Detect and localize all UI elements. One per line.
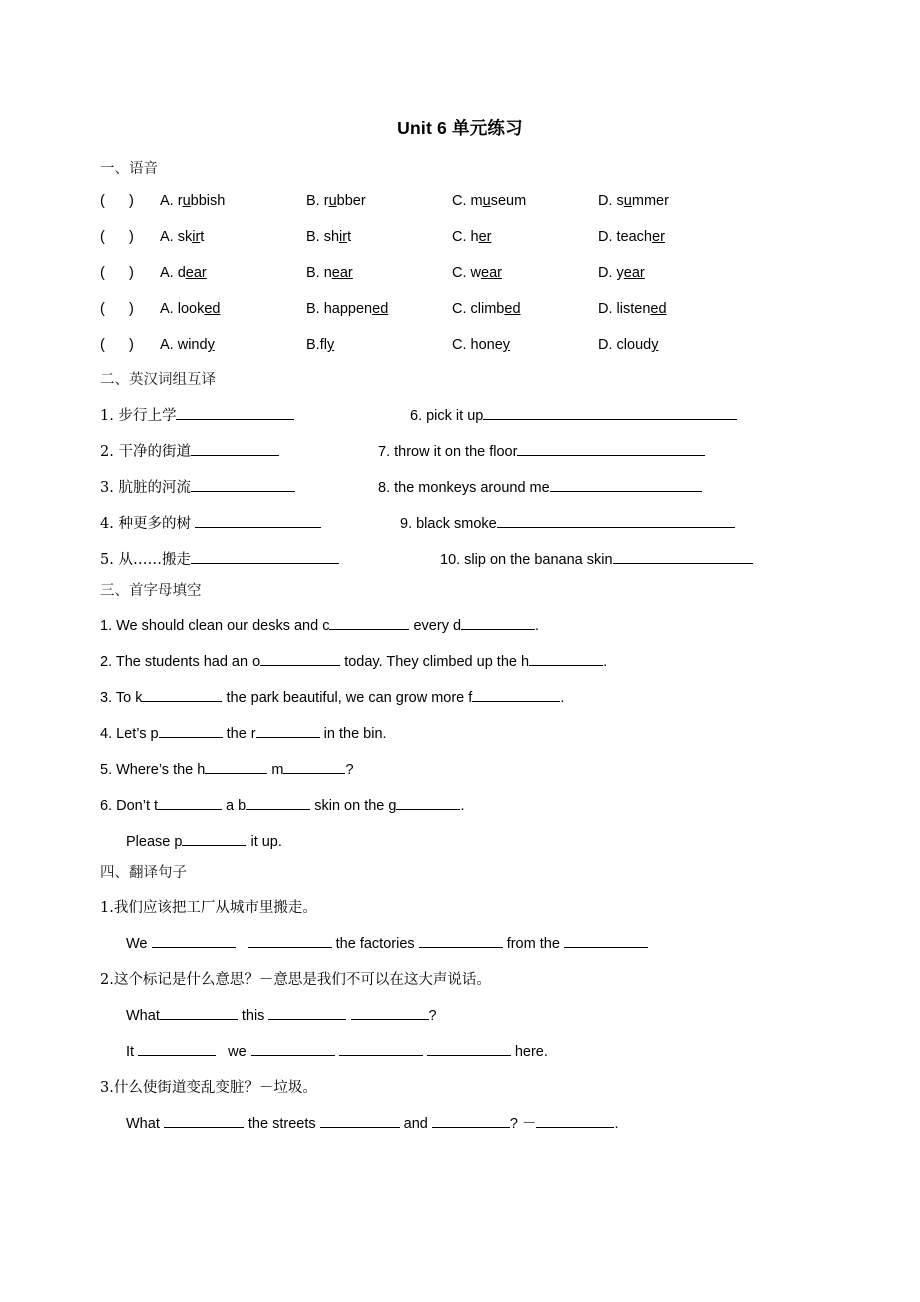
phonetics-question-row [100,337,820,373]
answer-bracket[interactable]: ( ) [100,193,134,209]
underlined-letters: ear [185,265,207,281]
word-translation-item[interactable] [378,476,702,496]
static-text: A. look [160,301,205,317]
sentence-prompt-chinese: 3.什么使街道变乱变脏？－垃圾。 [100,1079,317,1096]
answer-blank[interactable] [191,476,295,492]
answer-blank[interactable] [164,1112,244,1128]
underlined-letters: ed [504,301,521,317]
static-text: this [237,1007,269,1024]
phonetics-option[interactable] [452,193,598,209]
answer-blank[interactable] [564,932,648,948]
phonetics-row-list [100,193,820,373]
answer-blank[interactable] [396,794,460,810]
static-text: . [460,798,465,814]
phonetics-question-row [100,301,820,337]
answer-blank[interactable] [260,650,340,666]
page-title: Unit 6 单元练习 [397,118,523,138]
phonetics-option[interactable] [160,337,306,353]
sentence-translation-group-list [100,896,820,1148]
static-text: C. h [452,229,479,245]
phonetics-option[interactable] [598,337,744,353]
underlined-letters: ear [481,265,502,281]
static-text: from the [502,935,564,952]
static-text: every d [409,618,462,634]
phonetics-option[interactable] [306,337,452,353]
phonetics-option[interactable] [306,193,452,209]
underlined-letters: ed [204,301,221,317]
word-prompt: 7. throw it on the floor [378,443,518,460]
answer-blank[interactable] [432,1112,510,1128]
phonetics-option[interactable] [452,301,598,317]
phonetics-option[interactable] [598,265,744,281]
static-text: the factories [331,935,419,952]
answer-blank[interactable] [550,476,702,492]
answer-blank[interactable] [497,512,735,528]
static-text: seum [490,193,527,209]
answer-blank[interactable] [246,794,310,810]
phonetics-option[interactable] [452,265,598,281]
first-letter-question[interactable] [100,614,820,650]
section-first-letter [100,584,820,867]
static-text: skin on the g [310,798,397,814]
static-text: . [560,690,565,706]
underlined-letters: ear [331,265,353,281]
word-prompt: 5. 从……搬走 [100,551,191,568]
section-word-translation [100,373,820,584]
static-text: mmer [631,193,669,209]
word-translation-row-list [100,404,820,584]
word-translation-row [100,548,820,584]
static-text: B. happen [306,301,373,317]
answer-blank[interactable] [158,794,222,810]
phonetics-question-row [100,265,820,301]
phonetics-option[interactable] [598,193,744,209]
static-text: bber [336,193,366,209]
word-translation-item[interactable] [440,548,753,568]
static-text: bbish [190,193,226,209]
word-prompt: 2. 干净的街道 [100,443,191,460]
static-text: We [126,935,152,952]
answer-blank[interactable] [483,404,737,420]
word-translation-row [100,512,820,548]
answer-bracket[interactable]: ( ) [100,229,134,245]
static-text [236,936,248,952]
section-sentence-translation [100,866,820,1148]
static-text: it up. [246,834,282,850]
phonetics-question-row [100,193,820,229]
answer-blank[interactable] [419,932,503,948]
static-text: here. [510,1043,548,1060]
underlined-letters: y [502,337,511,353]
answer-bracket[interactable]: ( ) [100,301,134,317]
phonetics-option[interactable] [452,229,598,245]
phonetics-option[interactable] [306,301,452,317]
section-heading-first-letter: 三、首字母填空 [100,582,202,599]
static-text: D. s [598,193,624,209]
word-translation-item[interactable] [100,476,295,497]
static-text: 1. We should clean our desks and c [100,618,330,634]
underlined-letters: y [207,337,215,353]
answer-blank[interactable] [536,1112,614,1128]
static-text: t [200,229,205,245]
word-translation-row [100,476,820,512]
static-text: today. They climbed up the h [340,654,530,670]
phonetics-option[interactable] [160,193,306,209]
underlined-letters: u [182,193,191,209]
word-translation-item[interactable] [400,512,735,532]
underlined-letters: u [328,193,337,209]
answer-bracket[interactable]: ( ) [100,265,134,281]
static-text: A. wind [160,337,208,353]
underlined-letters: y [651,337,659,353]
answer-blank[interactable] [176,404,294,420]
word-translation-item[interactable] [100,440,279,461]
word-prompt: 1. 步行上学 [100,407,177,424]
answer-blank[interactable] [461,614,535,630]
answer-blank[interactable] [191,440,279,456]
static-text: B. n [306,265,332,281]
first-letter-question[interactable] [100,794,820,830]
answer-blank[interactable] [268,1004,346,1020]
static-text: D. y [598,265,624,281]
static-text: B. r [306,193,329,209]
static-text: D. teach [598,229,652,245]
answer-blank[interactable] [248,932,332,948]
phonetics-option[interactable] [160,301,306,317]
static-text: ? [345,762,354,778]
answer-blank[interactable] [329,614,409,630]
sentence-answer-line[interactable] [100,1004,820,1040]
phonetics-option[interactable] [452,337,598,353]
answer-blank[interactable] [251,1040,335,1056]
underlined-letters: u [623,193,632,209]
answer-blank[interactable] [160,1004,238,1020]
static-text: C. hone [452,337,503,353]
section-heading-sentence-translation: 四、翻译句子 [100,865,187,881]
phonetics-question-row [100,229,820,265]
answer-blank[interactable] [152,932,236,948]
answer-blank[interactable] [191,548,339,564]
word-prompt: 3. 肮脏的河流 [100,479,191,496]
static-text: C. w [452,265,481,281]
underlined-letters: u [482,193,491,209]
word-translation-item[interactable] [100,404,294,425]
answer-blank[interactable] [427,1040,511,1056]
answer-blank[interactable] [517,440,705,456]
static-text: A. r [160,193,183,209]
static-text: in the bin. [319,726,387,742]
section-phonetics [100,162,820,374]
sentence-prompt-chinese: 2.这个标记是什么意思？－意思是我们不可以在这大声说话。 [100,971,491,988]
static-text: D. listen [598,301,651,317]
sentence-answer-line[interactable] [100,1112,820,1148]
phonetics-option[interactable] [598,301,744,317]
static-text: A. sk [160,229,193,245]
word-prompt: 10. slip on the banana skin [440,551,613,568]
first-letter-question[interactable] [100,650,820,686]
underlined-letters: ed [650,301,667,317]
underlined-letters: er [478,229,492,245]
answer-blank[interactable] [195,512,321,528]
underlined-letters: ir [192,229,201,245]
static-text: D. cloud [598,337,652,353]
word-prompt: 9. black smoke [400,515,497,532]
static-text: we [216,1043,251,1060]
section-heading-phonetics: 一、语音 [100,160,158,177]
answer-bracket[interactable]: ( ) [100,337,134,353]
answer-blank[interactable] [529,650,603,666]
sentence-prompt-chinese: 1.我们应该把工厂从城市里搬走。 [100,899,317,916]
word-translation-item[interactable] [378,440,705,460]
underlined-letters: ear [623,265,645,281]
answer-blank[interactable] [351,1004,429,1020]
static-text: . [603,654,608,670]
static-text: and [399,1115,432,1132]
underlined-letters: y [326,337,335,353]
static-text: m [267,762,284,778]
static-text: It [126,1043,139,1060]
static-text: . [535,618,540,634]
phonetics-option[interactable] [598,229,744,245]
static-text: 5. Where’s the h [100,762,206,778]
answer-blank[interactable] [256,722,320,738]
static-text: What [126,1115,164,1132]
underlined-letters: ir [339,229,348,245]
sentence-answer-line[interactable] [100,1040,820,1076]
answer-blank[interactable] [205,758,267,774]
word-translation-row [100,440,820,476]
static-text: C. climb [452,301,505,317]
answer-blank[interactable] [613,548,753,564]
answer-blank[interactable] [472,686,560,702]
static-text: a b [222,798,247,814]
static-text: B.fl [306,337,327,353]
static-text: ? － [509,1115,537,1132]
first-letter-question[interactable] [100,686,820,722]
sentence-answer-line[interactable] [100,932,820,968]
answer-blank[interactable] [320,1112,400,1128]
first-letter-question[interactable] [100,830,820,866]
underlined-letters: er [652,229,665,245]
static-text: 6. Don’t t [100,798,159,814]
static-text: B. sh [306,229,340,245]
static-text: ? [428,1007,437,1024]
section-heading-word-translation: 二、英汉词组互译 [100,372,216,388]
phonetics-option[interactable] [160,229,306,245]
answer-blank[interactable] [159,722,223,738]
static-text: What [126,1007,160,1024]
static-text: A. d [160,265,186,281]
answer-blank[interactable] [339,1040,423,1056]
static-text: the streets [243,1115,320,1132]
first-letter-question[interactable] [100,758,820,794]
phonetics-option[interactable] [160,265,306,281]
static-text: 2. The students had an o [100,654,261,670]
answer-blank[interactable] [138,1040,216,1056]
answer-blank[interactable] [283,758,345,774]
phonetics-option[interactable] [306,265,452,281]
word-prompt: 6. pick it up [410,407,484,424]
word-prompt: 4. 种更多的树 [100,515,191,532]
word-translation-item[interactable] [410,404,737,424]
word-prompt: 8. the monkeys around me [378,479,550,496]
word-translation-item[interactable] [100,548,339,569]
word-translation-item[interactable] [100,512,321,533]
first-letter-question[interactable] [100,722,820,758]
static-text: 4. Let’s p [100,726,159,742]
answer-blank[interactable] [182,830,246,846]
static-text: t [347,229,352,245]
static-text: Please p [126,834,183,850]
static-text: 3. To k [100,690,143,706]
answer-blank[interactable] [142,686,222,702]
underlined-letters: ed [372,301,389,317]
static-text: . [614,1115,619,1132]
word-translation-row [100,404,820,440]
phonetics-option[interactable] [306,229,452,245]
first-letter-row-list [100,614,820,866]
static-text: the park beautiful, we can grow more f [222,690,473,706]
static-text: C. m [452,193,483,209]
static-text: the r [222,726,256,742]
